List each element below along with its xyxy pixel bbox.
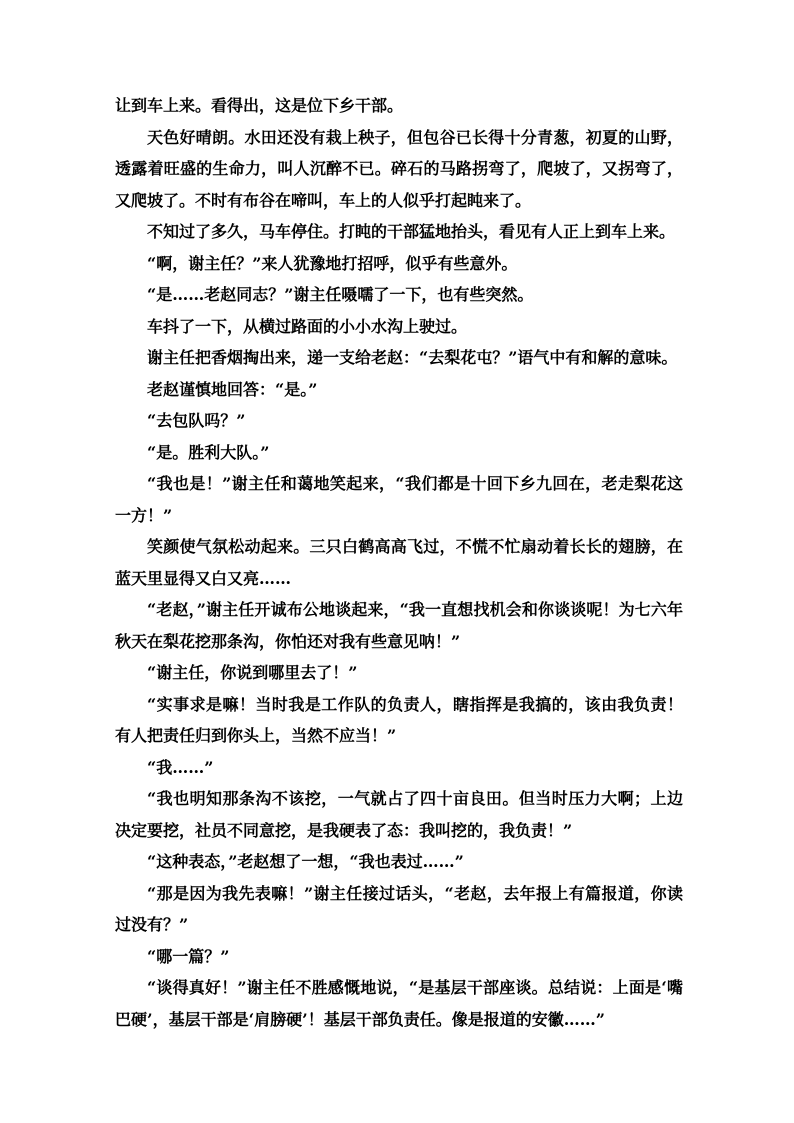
paragraph: “是……老赵同志？”谢主任嗫嚅了一下，也有些突然。	[147, 285, 534, 304]
paragraph: “哪一篇？”	[147, 946, 230, 966]
paragraph: “我……”	[147, 757, 214, 777]
paragraph: 笑颜使气氛松动起来。三只白鹤高高飞过，不慌不忙扇动着长长的翅膀，在蓝天里显得又白又亮……	[115, 537, 683, 588]
paragraph: “实事求是嘛！当时我是工作队的负责人，瞎指挥是我搞的，该由我负责！有人把责任归到你头上，当然不应当！”	[115, 694, 683, 745]
paragraph: “谈得真好！”谢主任不胜感慨地说，“是基层干部座谈。总结说：上面是‘嘴巴硬’，基层干部是‘肩膀硬’！基层干部负责任。像是报道的安徽……”	[115, 978, 683, 1029]
paragraph: “我也明知那条沟不该挖，一气就占了四十亩良田。但当时压力大啊；上边决定要挖，社员不同意挖，是我硬表了态：我叫挖的，我负责！”	[115, 789, 683, 840]
paragraph: “那是因为我先表嘛！”谢主任接过话头，“老赵，去年报上有篇报道，你读过没有？”	[115, 883, 683, 934]
paragraph: 天色好晴朗。水田还没有栽上秧子，但包谷已长得十分青葱，初夏的山野，透露着旺盛的生命力，叫人沉醉不已。碎石的马路拐弯了，爬坡了，又拐弯了，又爬坡了。不时有布谷在啼叫，车上的人似乎打起盹来了。	[115, 127, 683, 210]
paragraph: 让到车上来。看得出，这是位下乡干部。	[115, 96, 404, 115]
paragraph: “我也是！”谢主任和蔼地笑起来，“我们都是十回下乡九回在，老走梨花这一方！”	[115, 474, 683, 525]
paragraph: 谢主任把香烟掏出来，递一支给老赵：“去梨花屯？”语气中有和解的意味。	[147, 348, 678, 367]
paragraph: 老赵谨慎地回答：“是。”	[147, 379, 318, 399]
paragraph: “去包队吗？”	[147, 411, 246, 430]
paragraph: “谢主任，你说到哪里去了！”	[147, 663, 358, 682]
paragraph: “啊，谢主任？”来人犹豫地打招呼，似乎有些意外。	[147, 253, 518, 273]
paragraph: 不知过了多久，马车停住。打盹的干部猛地抬头，看见有人正上到车上来。	[147, 222, 676, 241]
paragraph: “这种表态，”老赵想了一想，“我也表过……”	[147, 852, 464, 871]
paragraph: 车抖了一下，从横过路面的小小水沟上驶过。	[147, 316, 468, 336]
paragraph: “老赵，”谢主任开诚布公地谈起来，“我一直想找机会和你谈谈呢！为七六年秋天在梨花挖那条沟，你怕还对我有些意见呐！”	[115, 600, 683, 651]
paragraph: “是。胜利大队。”	[147, 442, 270, 462]
story-text	[115, 90, 683, 1035]
